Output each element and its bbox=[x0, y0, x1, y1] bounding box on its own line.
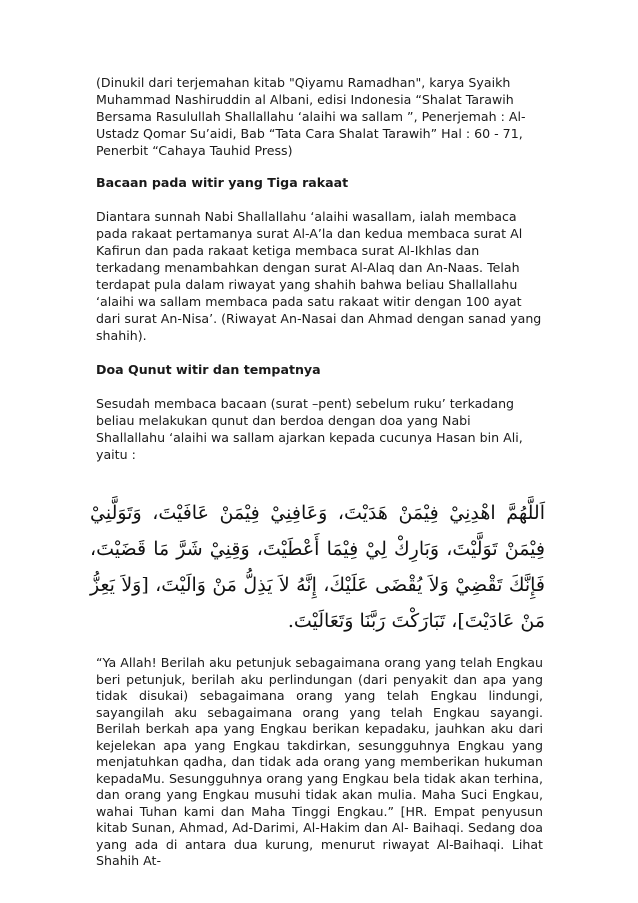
paragraph-bacaan-witir: Diantara sunnah Nabi Shallallahu ‘alaihi wasallam, ialah membaca pada rakaat pertamanya surat Al-A’la dan kedua membaca surat Al Kafirun dan pada rakaat ketiga membaca surat Al-Ikhlas dan terkadang menambahkan dengan surat Al-Alaq dan An-Naas. Telah terdapat pula dalam riwayat yang shahih bahwa beliau Shallallahu ‘alaihi wa sallam membaca pada satu rakaat witir dengan 100 ayat dari surat An-Nisa’. (Riwayat An-Nasai dan Ahmad dengan sanad yang shahih). bbox=[96, 209, 542, 343]
document-page bbox=[90, 74, 545, 870]
paragraph-doa-qunut: Sesudah membaca bacaan (surat –pent) sebelum ruku’ terkadang beliau melakukan qunut dan berdoa dengan doa yang Nabi Shallallahu ‘alaihi wa sallam ajarkan kepada cucunya Hasan bin Ali, yaitu : bbox=[96, 396, 523, 462]
paragraph-translation: “Ya Allah! Berilah aku petunjuk sebagaimana orang yang telah Engkau beri petunjuk, berilah aku perlindungan (dari penyakit dan apa yang tidak disukai) sebagaimana orang yang telah Engkau lindungi, sayangilah aku sebagaimana orang yang telah Engkau sayangi. Berilah berkah apa yang Engkau berikan kepadaku, jauhkan aku dari kejelekan apa yang Engkau takdirkan, sesungguhnya Engkau yang menjatuhkan qadha, dan tidak ada orang yang memberikan hukuman kepadaMu. Sesungguhnya orang yang Engkau bela tidak akan terhina, dan orang yang Engkau musuhi tidak akan mulia. Maha Suci Engkau, wahai Tuhan kami dan Maha Tinggi Engkau.” [HR. Empat penyusun kitab Sunan, Ahmad, Ad-Darimi, Al-Hakim dan Al- Baihaqi. Sedang doa yang ada di antara dua kurung, menurut riwayat Al-Baihaqi. Lihat Shahih At- bbox=[96, 655, 543, 868]
source-note: (Dinukil dari terjemahan kitab "Qiyamu Ramadhan", karya Syaikh Muhammad Nashiruddin al Albani, edisi Indonesia “Shalat Tarawih Bersama Rasulullah Shallallahu ‘alaihi wa sallam ”, Penerjemah : Al-Ustadz Qomar Su’aidi, Bab “Tata Cara Shalat Tarawih” Hal : 60 - 71, Penerbit “Cahaya Tauhid Press) bbox=[96, 75, 526, 158]
arabic-qunut-prayer: اَللَّهُمَّ اهْدِنِيْ فِيْمَنْ هَدَيْتَ، وَعَافِنِيْ فِيْمَنْ عَافَيْتَ، وَتَوَلَّنِيْ فِيْمَنْ تَوَلَّيْتَ، وَبَارِكْ لِيْ فِيْمَا أَعْطَيْتَ، وَقِنِيْ شَرَّ مَا قَضَيْتَ، فَإِنَّكَ تَقْضِيْ وَلاَ يُقْضَى عَلَيْكَ، إِنَّهُ لاَ يَذِلُّ مَنْ وَالَيْتَ، [وَلاَ يَعِزُّ مَنْ عَادَيْتَ]، تَبَارَكْتَ رَبَّنَا وَتَعَالَيْتَ. bbox=[90, 502, 545, 632]
heading-doa-qunut: Doa Qunut witir dan tempatnya bbox=[96, 362, 321, 377]
heading-witir-tiga-rakaat: Bacaan pada witir yang Tiga rakaat bbox=[96, 175, 349, 190]
